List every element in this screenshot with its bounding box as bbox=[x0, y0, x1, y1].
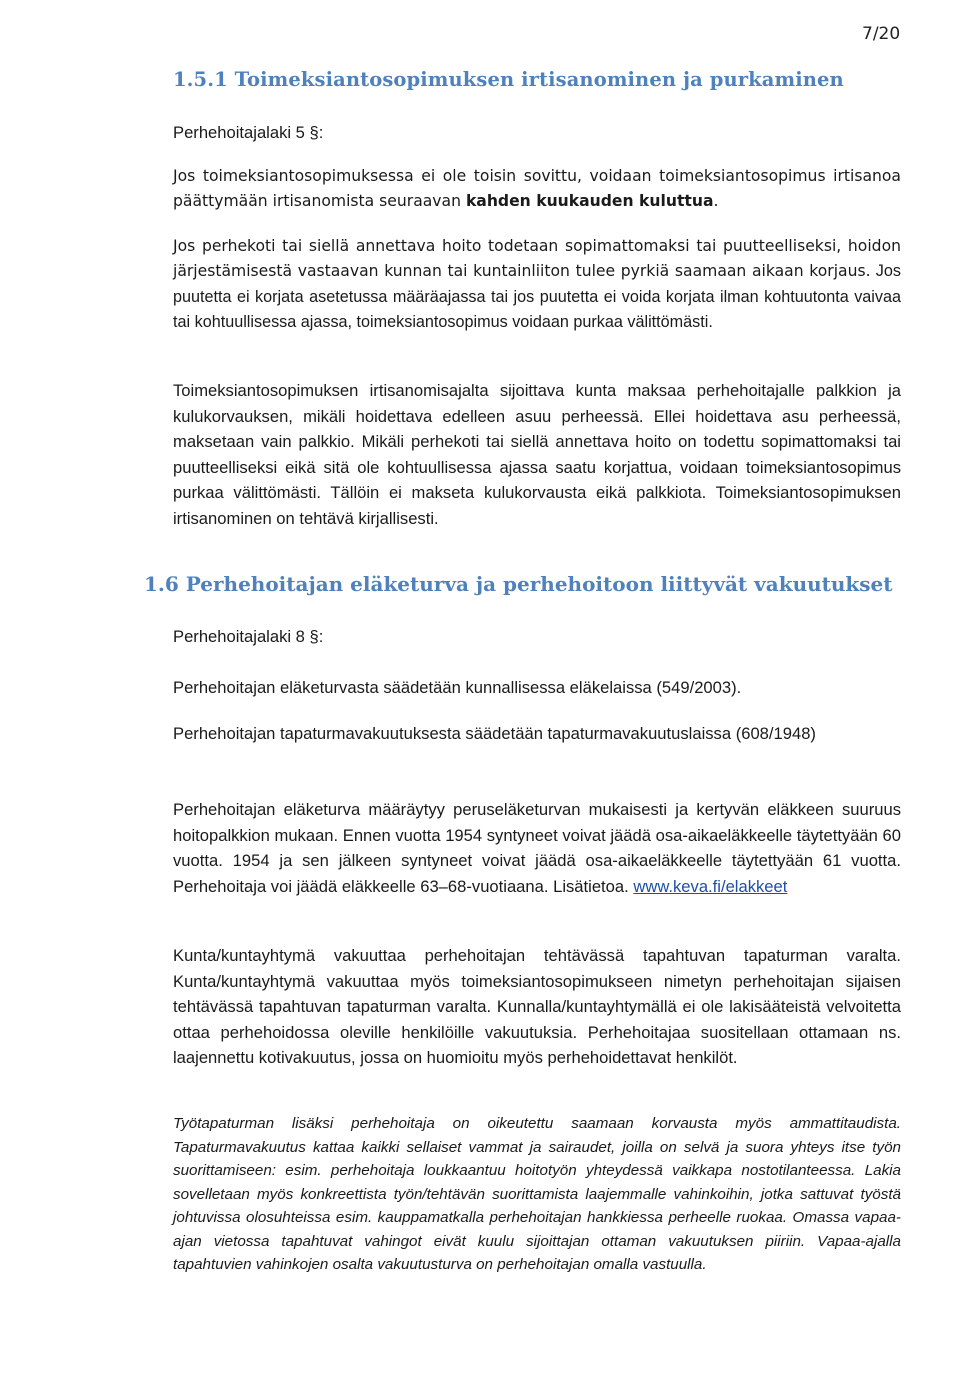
law-reference-5: Perhehoitajalaki 5 §: bbox=[173, 123, 324, 142]
paragraph-text: Jos toimeksiantosopimuksessa ei ole toisin sovittu, voidaan toimeksiantosopimus irtisanoa päättymään irtisanomista seuraavan bbox=[173, 167, 901, 210]
section-heading-1-6: 1.6 Perhehoitajan eläketurva ja perhehoitoon liittyvät vakuutukset bbox=[144, 572, 893, 596]
paragraph-text: Lisätietoa. bbox=[548, 876, 634, 896]
section-heading-1-5-1: 1.5.1 Toimeksiantosopimuksen irtisanominen ja purkaminen bbox=[173, 68, 844, 91]
paragraph-accident-law: Perhehoitajan tapaturmavakuutuksesta säädetään tapaturmavakuutuslaissa (608/1948) bbox=[173, 724, 816, 743]
law-reference-8: Perhehoitajalaki 8 §: bbox=[173, 627, 324, 646]
paragraph-notice-payment: Toimeksiantosopimuksen irtisanomisajalta sijoittava kunta maksaa perhehoitajalle palkkion ja kulukorvauksen, mikäli hoidettava edelleen asuu perheessä. Ellei hoidettava asu perheessä, maksetaan vain palkkio. Mikäli perhekoti tai siellä annettava hoito on todettu sopimattomaksi tai puutteelliseksi eikä sitä ole kohtuullisessa ajassa saatu korjattua, voidaan toimeksiantosopimus purkaa välittömästi. Tällöin ei makseta kulukorvausta eikä palkkiota. Toimeksiantosopimuksen irtisanominen on tehtävä kirjallisesti. bbox=[173, 381, 901, 528]
paragraph-pension-law: Perhehoitajan eläketurvasta säädetään kunnallisessa eläkelaissa (549/2003). bbox=[173, 678, 742, 697]
page-number: 7/20 bbox=[862, 24, 901, 44]
paragraph-occupational-injury: Työtapaturman lisäksi perhehoitaja on oikeutettu saamaan korvausta myös ammattitaudista. Tapaturmavakuutus kattaa kaikki sellaiset vammat ja sairaudet, joilla on selvä ja suora yhteys itse työn suorittamiseen: esim. perhehoitaja loukkaantuu hoitotyön yhteydessä vaikkapa nostotilanteessa. Lakia sovelletaan myös konkreettista työn/tehtävän suorittamista laajemmalle vahinkoihin, jotka sattuvat työstä johtuvissa olosuhteissa esim. kauppamatkalla perhehoitajan hankkiessa perheelle ruokaa. Omassa vapaa-ajan vietossa tapahtuvat vahingot eivät kuulu sijoittajan ottaman vakuutuksen piiriin. Vapaa-ajalla tapahtuvien vahinkojen osalta vakuutusturva on perhehoitajan omalla vastuulla. bbox=[173, 1115, 901, 1273]
paragraph-text: . bbox=[713, 192, 719, 210]
paragraph-text: Jos perhekoti tai siellä annettava hoito todetaan sopimattomaksi tai puutteelliseksi, hoidon järjestämisestä vastaavan kunnan tai kuntainliiton tulee pyrkiä saamaan aikaan korjaus. bbox=[173, 237, 901, 280]
paragraph-text: Jos puutetta ei korjata asetetussa määräajassa tai jos puutetta ei voida korjata ilman kohtuutonta vaivaa tai kohtuullisessa ajassa, toimeksiantosopimus voidaan purkaa välittömästi. bbox=[173, 262, 901, 331]
paragraph-text: Perhehoitajan eläketurva määräytyy peruseläketurvan mukaisesti ja kertyvän eläkkeen suuruus hoitopalkkion mukaan. Ennen vuotta 1954 syntyneet voivat jäädä osa-aikaeläkkeelle täytettyään 60 vuotta. 1954 ja sen jälkeen syntyneet voivat jäädä osa-aikaeläkkeelle täytettyään 61 vuotta. Perhehoitaja voi jäädä eläkkeelle 63–68-vuotiaana. bbox=[173, 800, 901, 896]
notice-period-bold: kahden kuukauden kuluttua bbox=[465, 192, 714, 210]
paragraph-termination-notice bbox=[173, 164, 901, 214]
paragraph-correction bbox=[173, 234, 901, 336]
keva-link[interactable]: www.keva.fi/elakkeet bbox=[633, 876, 788, 896]
paragraph-pension-details bbox=[173, 797, 901, 899]
paragraph-insurance: Kunta/kuntayhtymä vakuuttaa perhehoitajan tehtävässä tapahtuvan tapaturman varalta. Kunta/kuntayhtymä vakuuttaa myös toimeksiantosopimukseen nimetyn perhehoitajan sijaisen tehtävässä tapahtuvan tapaturman varalta. Kunnalla/kuntayhtymällä ei ole lakisääteistä velvoitetta ottaa perhehoidossa oleville henkilöille vakuutuksia. Perhehoitajaa suositellaan ottamaan ns. laajennettu kotivakuutus, jossa on huomioitu myös perhehoidettavat henkilöt. bbox=[173, 946, 901, 1067]
